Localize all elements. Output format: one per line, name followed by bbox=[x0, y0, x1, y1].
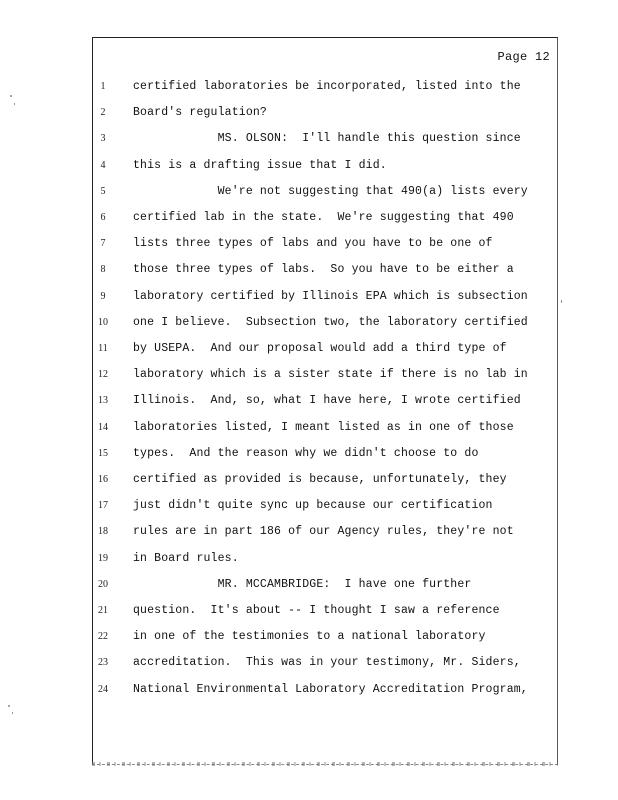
line-number: 15 bbox=[98, 448, 108, 459]
transcript-line: Illinois. And, so, what I have here, I wrote certified bbox=[133, 394, 521, 407]
transcript-line: certified lab in the state. We're suggesting that 490 bbox=[133, 211, 514, 224]
transcript-line: rules are in part 186 of our Agency rules, they're not bbox=[133, 525, 514, 538]
transcript-line: in one of the testimonies to a national laboratory bbox=[133, 630, 486, 643]
line-number: 20 bbox=[98, 579, 108, 590]
scan-speck bbox=[14, 103, 15, 105]
transcript-line: Board's regulation? bbox=[133, 106, 267, 119]
line-number: 18 bbox=[98, 526, 108, 537]
transcript-line: laboratory which is a sister state if there is no lab in bbox=[133, 368, 528, 381]
line-number: 2 bbox=[100, 107, 106, 118]
line-number: 14 bbox=[98, 422, 108, 433]
scan-speck bbox=[561, 300, 562, 303]
line-number: 6 bbox=[100, 212, 106, 223]
transcript-line: in Board rules. bbox=[133, 552, 239, 565]
transcript-line: accreditation. This was in your testimony, Mr. Siders, bbox=[133, 656, 521, 669]
transcript-line: this is a drafting issue that I did. bbox=[133, 159, 387, 172]
transcript-line: by USEPA. And our proposal would add a third type of bbox=[133, 342, 507, 355]
line-number: 8 bbox=[100, 264, 106, 275]
line-number: 23 bbox=[98, 657, 108, 668]
line-number: 19 bbox=[98, 553, 108, 564]
line-number: 1 bbox=[100, 81, 106, 92]
line-number: 11 bbox=[98, 343, 108, 354]
transcript-line: question. It's about -- I thought I saw a reference bbox=[133, 604, 500, 617]
line-number: 21 bbox=[98, 605, 108, 616]
scan-speck bbox=[10, 95, 12, 97]
transcript-line: certified as provided is because, unfortunately, they bbox=[133, 473, 507, 486]
line-number: 22 bbox=[98, 631, 108, 642]
line-number: 4 bbox=[100, 160, 106, 171]
transcript-line: National Environmental Laboratory Accreditation Program, bbox=[133, 683, 528, 696]
line-number: 7 bbox=[100, 238, 106, 249]
line-number: 9 bbox=[100, 291, 106, 302]
line-number: 13 bbox=[98, 395, 108, 406]
line-number: 3 bbox=[100, 133, 106, 144]
scan-speck bbox=[12, 712, 13, 714]
transcript-line: just didn't quite sync up because our certification bbox=[133, 499, 493, 512]
line-number: 5 bbox=[100, 186, 106, 197]
transcript-line: MR. MCCAMBRIDGE: I have one further bbox=[133, 578, 472, 591]
line-number: 16 bbox=[98, 474, 108, 485]
line-number: 24 bbox=[98, 684, 108, 695]
line-number: 10 bbox=[98, 317, 108, 328]
transcript-line: those three types of labs. So you have to be either a bbox=[133, 263, 514, 276]
transcript-line: types. And the reason why we didn't choose to do bbox=[133, 447, 479, 460]
transcript-line: laboratories listed, I meant listed as in one of those bbox=[133, 421, 514, 434]
scan-speck bbox=[8, 705, 10, 707]
scan-noise-bottom bbox=[92, 762, 558, 766]
line-number: 12 bbox=[98, 369, 108, 380]
line-number: 17 bbox=[98, 500, 108, 511]
transcript-line: certified laboratories be incorporated, listed into the bbox=[133, 80, 521, 93]
transcript-line: one I believe. Subsection two, the laboratory certified bbox=[133, 316, 528, 329]
transcript-line: lists three types of labs and you have to be one of bbox=[133, 237, 493, 250]
transcript-line: laboratory certified by Illinois EPA which is subsection bbox=[133, 290, 528, 303]
page-number: Page 12 bbox=[497, 50, 550, 64]
transcript-line: MS. OLSON: I'll handle this question since bbox=[133, 132, 521, 145]
transcript-line: We're not suggesting that 490(a) lists every bbox=[133, 185, 528, 198]
